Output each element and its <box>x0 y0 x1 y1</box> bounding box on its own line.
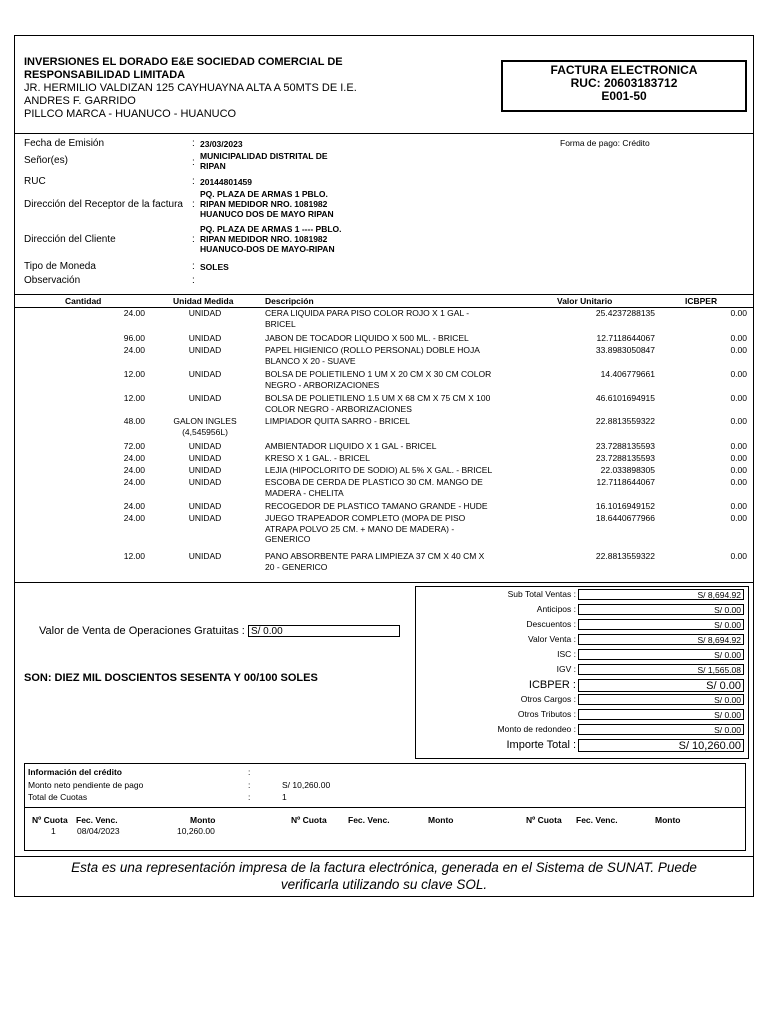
item-icbper: 0.00 <box>730 477 747 487</box>
monto-label: Monto neto pendiente de pago <box>28 780 144 790</box>
item-unit <box>163 333 247 344</box>
item-description-line: NEGRO - ARBORIZACIONES <box>265 379 380 390</box>
colon: : <box>248 780 251 790</box>
item-description-line: PANO ABSORBENTE PARA LIMPIEZA 37 CM X 40 CM X <box>265 551 485 561</box>
totals-value: S/ 0.00 <box>578 619 744 630</box>
totals-value: S/ 8,694.92 <box>578 634 744 645</box>
dir-cliente-line1: PQ. PLAZA DE ARMAS 1 ---- PBLO. <box>200 224 342 234</box>
item-description <box>265 477 527 498</box>
colon: : <box>248 792 251 802</box>
item-unit-line: UNIDAD <box>188 345 222 355</box>
item-quantity: 24.00 <box>123 453 145 463</box>
invoice-page <box>14 35 754 897</box>
item-description-line: BOLSA DE POLIETILENO 1 UM X 20 CM X 30 CM COLOR <box>265 369 492 379</box>
item-unit-price: 46.6101694915 <box>595 393 655 403</box>
colon: : <box>192 261 195 272</box>
cuota-fecha: 08/04/2023 <box>77 826 120 836</box>
h-fec-2: Fec. Venc. <box>348 815 390 825</box>
payment-method: Forma de pago: Crédito <box>560 138 650 148</box>
item-unit-price: 23.7288135593 <box>595 441 655 451</box>
item-description <box>265 453 527 464</box>
item-description-line: BOLSA DE POLIETILENO 1.5 UM X 68 CM X 75 CM X 100 <box>265 393 491 403</box>
dir-receptor-line3: HUANUCO DOS DE MAYO RIPAN <box>200 209 334 219</box>
item-unit <box>163 369 247 380</box>
cuota-number: 1 <box>51 826 56 836</box>
totals-value: S/ 8,694.92 <box>578 589 744 600</box>
colon: : <box>192 275 195 286</box>
totals-row <box>416 694 748 707</box>
item-description <box>265 369 527 390</box>
item-description-line: COLOR NEGRO - ARBORIZACIONES <box>265 403 412 414</box>
items-table-header <box>15 295 753 308</box>
item-unit <box>163 551 247 562</box>
senor-label: Señor(es) <box>24 155 68 166</box>
item-description-line: RECOGEDOR DE PLASTICO TAMANO GRANDE - HUDE <box>265 501 488 511</box>
dir-cliente-line3: HUANUCO-DOS DE MAYO-RIPAN <box>200 244 335 254</box>
monto-value: S/ 10,260.00 <box>282 780 331 790</box>
moneda-label: Tipo de Moneda <box>24 261 96 272</box>
totals-value: S/ 0.00 <box>578 649 744 660</box>
item-description-line: LIMPIADOR QUITA SARRO - BRICEL <box>265 416 410 426</box>
totals-row <box>416 664 748 677</box>
dir-cliente-line2: RIPAN MEDIDOR NRO. 1081982 <box>200 234 328 244</box>
moneda-value: SOLES <box>200 262 229 272</box>
company-name-line2: RESPONSABILIDAD LIMITADA <box>24 69 186 81</box>
totals-label: ISC : <box>557 649 576 659</box>
header-icbper: ICBPER <box>685 296 718 306</box>
totals-row <box>416 604 748 617</box>
header-cantidad: Cantidad <box>65 296 102 306</box>
h-cuota-2: Nº Cuota <box>291 815 327 825</box>
dir-receptor-line1: PQ. PLAZA DE ARMAS 1 PBLO. <box>200 189 328 199</box>
credit-title: Información del crédito <box>28 767 122 777</box>
item-icbper: 0.00 <box>730 393 747 403</box>
item-unit-line: GALON INGLES <box>173 416 237 426</box>
totals-label: Otros Cargos : <box>520 694 576 704</box>
item-icbper: 0.00 <box>730 551 747 561</box>
totals-value: S/ 0.00 <box>578 724 744 735</box>
invoice-id-box <box>501 60 747 112</box>
dir-receptor-value <box>200 189 400 219</box>
item-unit-price: 16.1016949152 <box>595 501 655 511</box>
item-quantity: 96.00 <box>123 333 145 343</box>
item-unit-line: UNIDAD <box>188 453 222 463</box>
item-icbper: 0.00 <box>730 453 747 463</box>
item-unit-line: UNIDAD <box>188 551 222 561</box>
header-descripcion: Descripción <box>265 296 314 306</box>
item-description-line: BRICEL <box>265 318 296 329</box>
item-unit-line: UNIDAD <box>188 513 222 523</box>
item-description <box>265 501 527 512</box>
cuota-monto: 10,260.00 <box>177 826 215 836</box>
gratuitas-label: Valor de Venta de Operaciones Gratuitas : <box>39 625 245 637</box>
totals-label: Descuentos : <box>526 619 576 629</box>
dir-cliente-label: Dirección del Cliente <box>24 234 116 245</box>
totals-label: Sub Total Ventas : <box>507 589 576 599</box>
item-description-line: JABON DE TOCADOR LIQUIDO X 500 ML. - BRICEL <box>265 333 469 343</box>
colon: : <box>248 767 251 777</box>
totals-label: Valor Venta : <box>527 634 576 644</box>
item-description <box>265 333 527 344</box>
item-unit-line: (4,545956L) <box>182 426 228 437</box>
header-valor-unitario: Valor Unitario <box>557 296 613 306</box>
item-unit <box>163 416 247 437</box>
h-monto-2: Monto <box>428 815 454 825</box>
item-unit <box>163 441 247 452</box>
h-cuota-3: Nº Cuota <box>526 815 562 825</box>
company-address-line1: JR. HERMILIO VALDIZAN 125 CAYHUAYNA ALTA A 50MTS DE I.E. <box>24 82 357 94</box>
item-icbper: 0.00 <box>730 501 747 511</box>
item-description-line: BLANCO X 20 - SUAVE <box>265 355 356 366</box>
amount-in-words: SON: DIEZ MIL DOSCIENTOS SESENTA Y 00/100 SOLES <box>24 672 318 684</box>
totals-box <box>415 586 749 759</box>
item-description <box>265 393 527 414</box>
dir-receptor-label: Dirección del Receptor de la factura <box>24 199 183 210</box>
item-quantity: 24.00 <box>123 513 145 523</box>
cuotas-label: Total de Cuotas <box>28 792 88 802</box>
company-block <box>24 56 494 121</box>
totals-label: Importe Total : <box>506 739 576 751</box>
item-icbper: 0.00 <box>730 416 747 426</box>
item-description-line: AMBIENTADOR LIQUIDO X 1 GAL - BRICEL <box>265 441 437 451</box>
item-quantity: 48.00 <box>123 416 145 426</box>
item-unit <box>163 465 247 476</box>
totals-row <box>416 709 748 722</box>
company-address-line2: ANDRES F. GARRIDO <box>24 95 136 107</box>
item-quantity: 12.00 <box>123 369 145 379</box>
item-unit <box>163 345 247 356</box>
gratuitas-row <box>39 625 400 637</box>
item-unit-line: UNIDAD <box>188 441 222 451</box>
senor-value-line1: MUNICIPALIDAD DISTRITAL DE <box>200 151 328 161</box>
item-quantity: 72.00 <box>123 441 145 451</box>
totals-row <box>416 649 748 662</box>
sunat-note-line2: verificarla utilizando su clave SOL. <box>280 877 488 892</box>
item-unit-price: 25.4237288135 <box>595 308 655 318</box>
fecha-label: Fecha de Emisión <box>24 138 105 149</box>
item-quantity: 24.00 <box>123 465 145 475</box>
items-table <box>15 294 753 583</box>
invoice-ruc: RUC: 20603183712 <box>570 76 678 90</box>
item-description-line: ATRAPA POLVO 25 CM. + MANO DE MADERA) - <box>265 523 455 534</box>
totals-row <box>416 619 748 632</box>
header <box>15 36 753 134</box>
totals-row <box>416 724 748 737</box>
dir-receptor-line2: RIPAN MEDIDOR NRO. 1081982 <box>200 199 328 209</box>
credit-separator <box>25 807 745 808</box>
colon: : <box>192 199 195 210</box>
company-address-line3: PILLCO MARCA - HUANUCO - HUANUCO <box>24 108 237 120</box>
totals-value: S/ 0.00 <box>578 679 744 692</box>
senor-value <box>200 151 400 171</box>
item-description-line: CERA LIQUIDA PARA PISO COLOR ROJO X 1 GAL - <box>265 308 470 318</box>
item-unit-line: UNIDAD <box>188 465 222 475</box>
header-unidad: Unidad Medida <box>173 296 234 306</box>
totals-label: Monto de redondeo : <box>497 724 576 734</box>
senor-value-line2: RIPAN <box>200 161 226 171</box>
item-unit-price: 22.8813559322 <box>595 551 655 561</box>
dir-cliente-value <box>200 224 400 254</box>
colon: : <box>192 138 195 149</box>
item-description-line: ESCOBA DE CERDA DE PLASTICO 30 CM. MANGO DE <box>265 477 483 487</box>
sunat-note-line1: Esta es una representación impresa de la factura electrónica, generada en el Sistema de SUNAT. Puede <box>71 860 697 875</box>
invoice-type: FACTURA ELECTRONICA <box>550 63 698 77</box>
item-quantity: 12.00 <box>123 551 145 561</box>
item-quantity: 24.00 <box>123 501 145 511</box>
colon: : <box>192 234 195 245</box>
totals-value: S/ 1,565.08 <box>578 664 744 675</box>
item-description <box>265 308 527 329</box>
item-description <box>265 441 527 452</box>
item-icbper: 0.00 <box>730 333 747 343</box>
totals-row <box>416 679 748 692</box>
item-description-line: PAPEL HIGIENICO (ROLLO PERSONAL) DOBLE HOJA <box>265 345 480 355</box>
item-unit <box>163 453 247 464</box>
item-icbper: 0.00 <box>730 441 747 451</box>
item-description-line: 20 - GENERICO <box>265 561 328 572</box>
item-icbper: 0.00 <box>730 308 747 318</box>
item-unit <box>163 308 247 319</box>
item-unit-line: UNIDAD <box>188 333 222 343</box>
item-quantity: 12.00 <box>123 393 145 403</box>
item-description-line: KRESO X 1 GAL. - BRICEL <box>265 453 370 463</box>
totals-row <box>416 739 748 752</box>
item-unit-price: 18.6440677966 <box>595 513 655 523</box>
item-unit-price: 23.7288135593 <box>595 453 655 463</box>
item-unit-line: UNIDAD <box>188 369 222 379</box>
totals-value: S/ 0.00 <box>578 604 744 615</box>
item-icbper: 0.00 <box>730 513 747 523</box>
obs-label: Observación <box>24 275 81 286</box>
item-unit <box>163 501 247 512</box>
h-fec-1: Fec. Venc. <box>76 815 118 825</box>
item-description-line: JUEGO TRAPEADOR COMPLETO (MOPA DE PISO <box>265 513 466 523</box>
item-description <box>265 513 527 545</box>
item-unit-price: 33.8983050847 <box>595 345 655 355</box>
item-unit-line: UNIDAD <box>188 393 222 403</box>
item-unit-price: 22.033898305 <box>600 465 655 475</box>
item-unit <box>163 477 247 488</box>
h-monto-1: Monto <box>190 815 216 825</box>
item-unit-price: 12.7118644067 <box>596 477 655 487</box>
ruc-label: RUC <box>24 176 46 187</box>
company-name-line1: INVERSIONES EL DORADO E&E SOCIEDAD COMERCIAL DE <box>24 56 343 68</box>
totals-value: S/ 0.00 <box>578 694 744 705</box>
totals-label: Anticipos : <box>536 604 576 614</box>
totals-row <box>416 634 748 647</box>
totals-value: S/ 10,260.00 <box>578 739 744 752</box>
item-unit-price: 22.8813559322 <box>595 416 655 426</box>
item-quantity: 24.00 <box>123 308 145 318</box>
h-fec-3: Fec. Venc. <box>576 815 618 825</box>
h-cuota-1: Nº Cuota <box>32 815 68 825</box>
h-monto-3: Monto <box>655 815 681 825</box>
item-unit-price: 12.7118644067 <box>596 333 655 343</box>
item-quantity: 24.00 <box>123 477 145 487</box>
item-description-line: MADERA - CHELITA <box>265 487 344 498</box>
invoice-number: E001-50 <box>601 89 647 103</box>
item-description <box>265 551 527 572</box>
colon: : <box>192 157 195 168</box>
totals-label: Otros Tributos : <box>517 709 576 719</box>
item-unit-line: UNIDAD <box>188 501 222 511</box>
sunat-note <box>15 856 753 896</box>
item-icbper: 0.00 <box>730 369 747 379</box>
item-description <box>265 465 527 476</box>
gratuitas-value: S/ 0.00 <box>248 625 400 637</box>
item-description-line: GENERICO <box>265 534 311 544</box>
item-quantity: 24.00 <box>123 345 145 355</box>
credit-info <box>24 763 746 851</box>
item-unit-line: UNIDAD <box>188 308 222 318</box>
item-description <box>265 345 527 366</box>
totals-label: ICBPER : <box>528 679 576 691</box>
item-unit-price: 14.406779661 <box>600 369 655 379</box>
item-description-line: LEJIA (HIPOCLORITO DE SODIO) AL 5% X GAL. - BRICEL <box>265 465 493 475</box>
totals-label: IGV : <box>556 664 576 674</box>
ruc-value: 20144801459 <box>200 177 253 187</box>
item-icbper: 0.00 <box>730 465 747 475</box>
item-unit-line: UNIDAD <box>188 477 222 487</box>
item-unit <box>163 513 247 524</box>
item-icbper: 0.00 <box>730 345 747 355</box>
colon: : <box>192 176 195 187</box>
fecha-value: 23/03/2023 <box>200 139 243 149</box>
cuotas-value: 1 <box>282 792 287 802</box>
item-description <box>265 416 527 427</box>
item-unit <box>163 393 247 404</box>
totals-value: S/ 0.00 <box>578 709 744 720</box>
totals-row <box>416 589 748 602</box>
